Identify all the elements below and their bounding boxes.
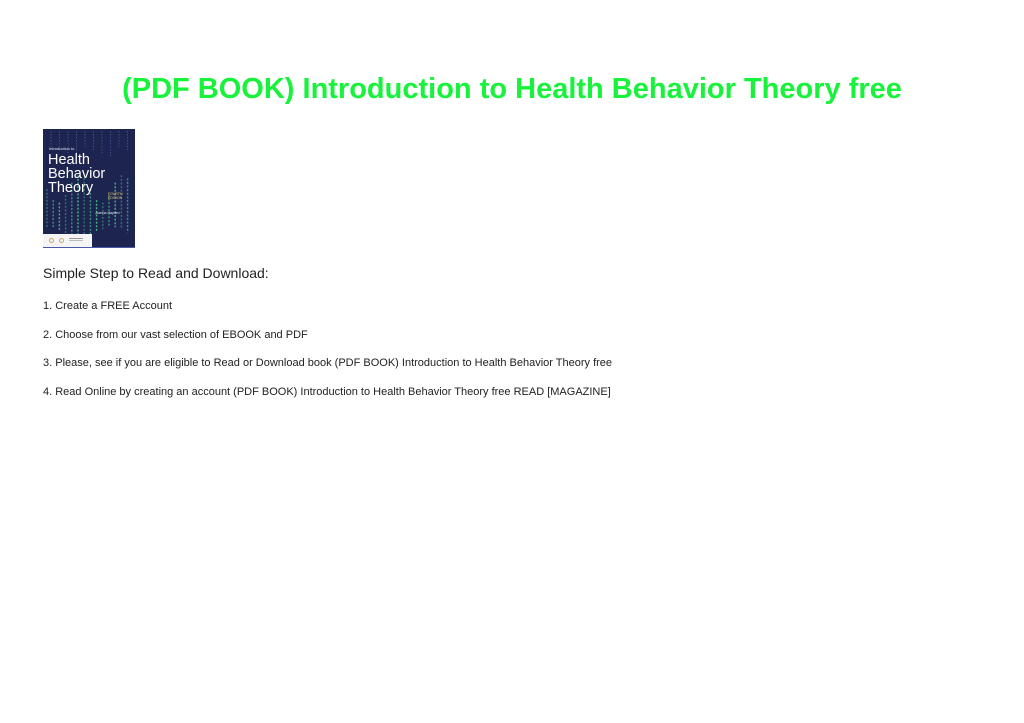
publisher-logo-icon (59, 238, 64, 243)
list-item: 2. Choose from our vast selection of EBOOK and PDF (43, 328, 308, 341)
cover-publisher-strip (43, 234, 92, 247)
list-item: 3. Please, see if you are eligible to Read or Download book (PDF BOOK) Introduction to Health Behavior Theory free (43, 357, 613, 369)
steps-heading: Simple Step to Read and Download: (43, 265, 269, 281)
list-item: 1. Create a FREE Account (43, 300, 173, 312)
publisher-text-mark (69, 238, 83, 239)
cover-small-text: Introduction to (49, 146, 75, 151)
publisher-logo-icon (49, 238, 54, 243)
cover-title-line: Behavior (48, 166, 106, 182)
cover-title-line: Health (48, 152, 90, 168)
book-cover-image (43, 129, 135, 248)
page-title: (PDF BOOK) Introduction to Health Behavior Theory free (122, 73, 902, 105)
cover-edition: FOURTH EDITION (108, 192, 123, 200)
steps-list (43, 299, 612, 413)
cover-title (48, 153, 128, 195)
list-item: 4. Read Online by creating an account (PDF BOOK) Introduction to Health Behavior Theory free READ [MAGAZINE] (43, 385, 611, 398)
cover-author: Joanna Hayden (95, 211, 120, 215)
cover-title-line: Theory (48, 180, 94, 196)
